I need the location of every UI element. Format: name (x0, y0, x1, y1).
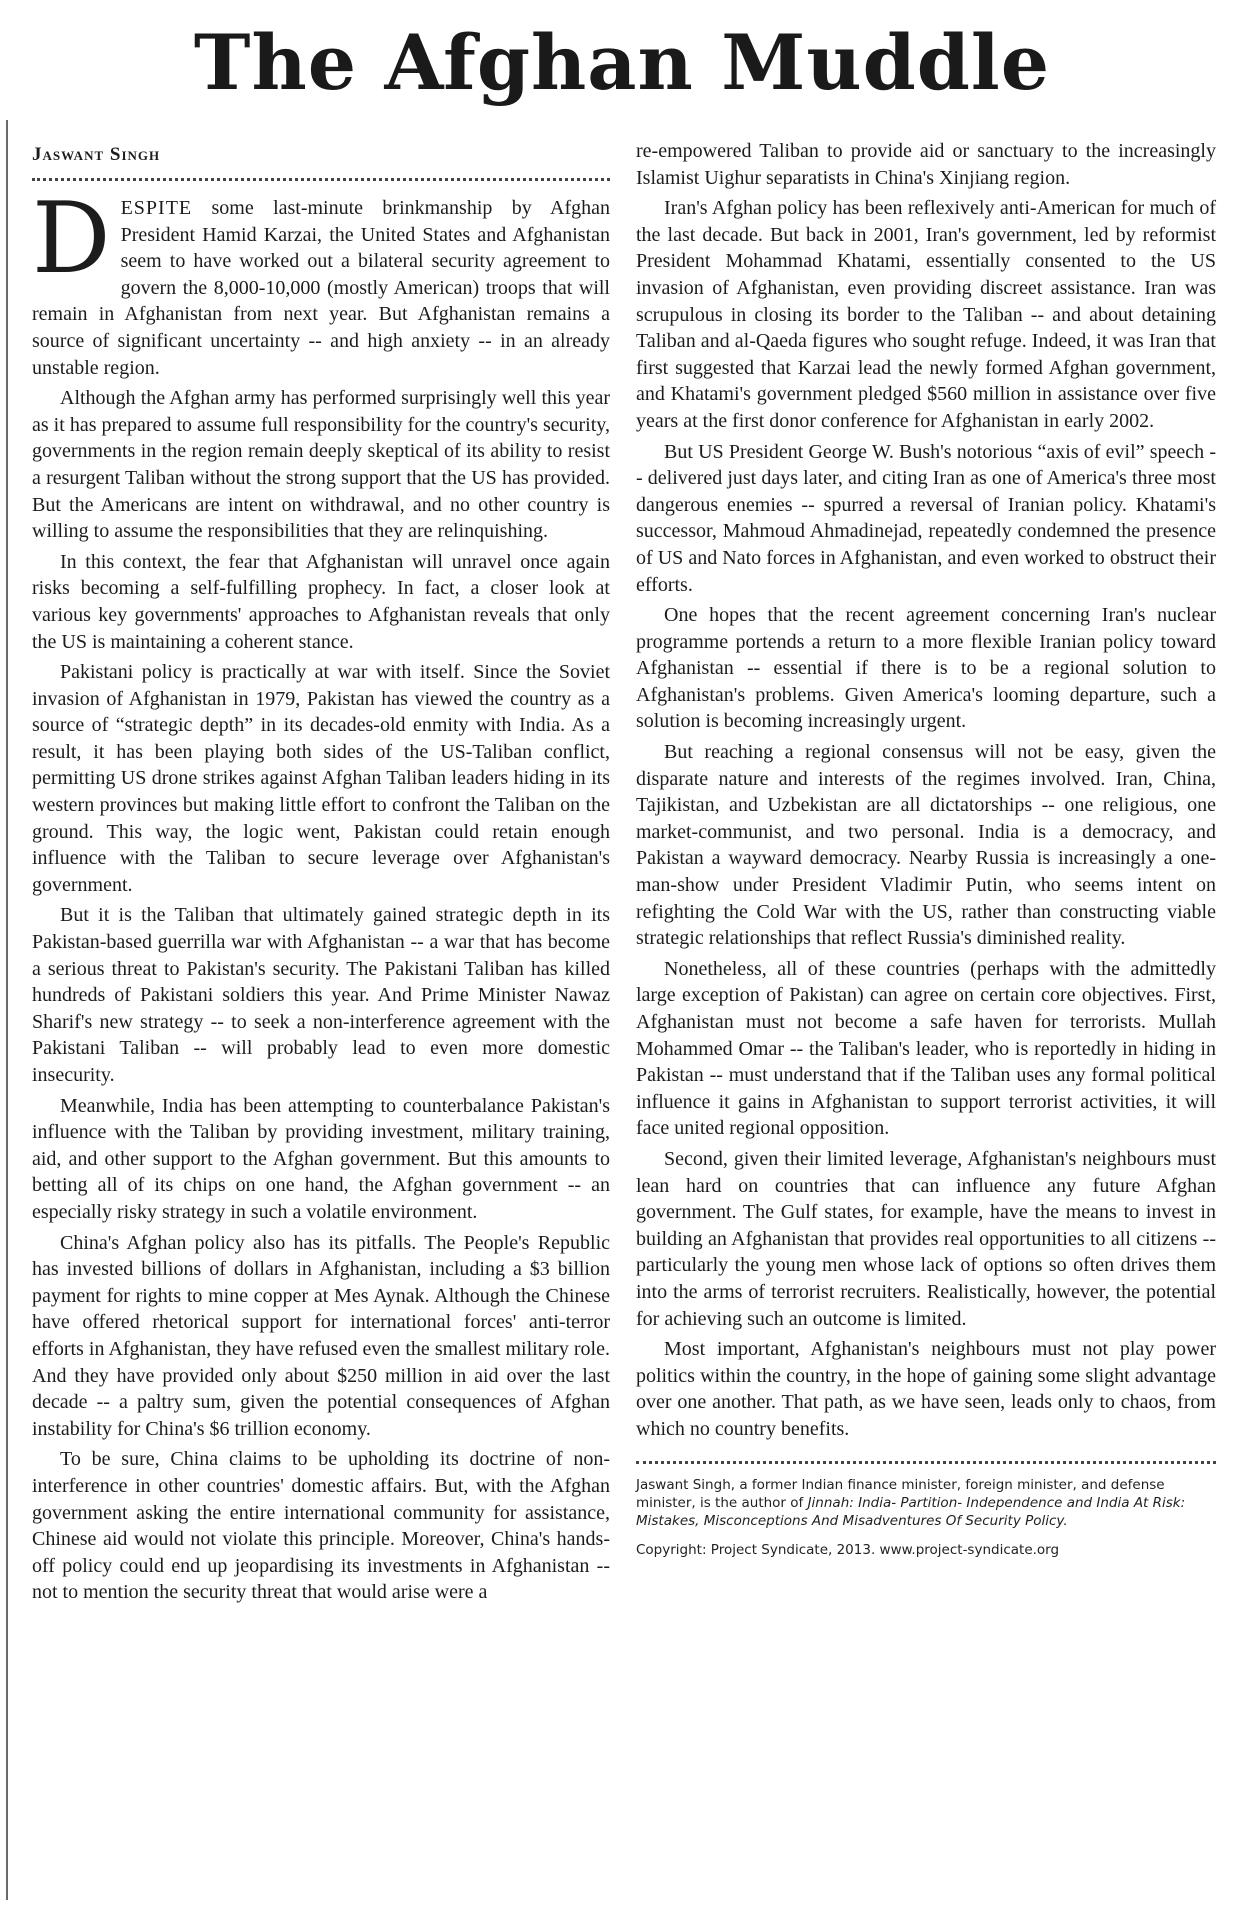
paragraph: re-empowered Taliban to provide aid or sanctuary to the increasingly Islamist Uighur separatists in China's Xinjiang region. (636, 140, 1216, 189)
drop-cap: D (32, 182, 111, 296)
paragraph: Nonetheless, all of these countries (perhaps with the admittedly large exception of Pakistan) can agree on certain core objectives. First, Afghanistan must not become a safe haven for terrorists. Mullah Mohammed Omar -- the Taliban's leader, who is reportedly in hiding in Pakistan -- must understand that if the Taliban uses any formal political influence it gains in Afghanistan to support terrorist activities, it will face united regional opposition. (636, 957, 1216, 1140)
article-column-left (32, 138, 610, 1610)
paragraph: But reaching a regional consensus will not be easy, given the disparate nature and interests of the regimes involved. Iran, China, Tajikistan, and Uzbekistan are all dictatorships -- one religious, one market-communist, and two personal. India is a democracy, and Pakistan a wayward democracy. Nearby Russia is increasingly a one-man-show under President Vladimir Putin, who seems intent on refighting the Cold War with the US, rather than constructing viable strategic relationships that reflect Russia's diminished reality. (636, 741, 1216, 950)
footer-divider (636, 1461, 1216, 1464)
paragraph: China's Afghan policy also has its pitfalls. The People's Republic has invested billions of dollars in Afghanistan, including a $3 billion payment for rights to mine copper at Mes Aynak. Although the Chinese have offered rhetorical support for international forces' anti-terror efforts in Afghanistan, they have refused even the smallest military role. And they have provided only about $250 million in aid over the last decade -- a paltry sum, given the potential consequences of Afghan instability for China's $6 trillion economy. (32, 1231, 610, 1440)
byline: Jaswant Singh (32, 144, 161, 165)
paragraph: Iran's Afghan policy has been reflexively anti-American for much of the last decade. But back in 2001, Iran's government, led by reformist President Mohammad Khatami, essentially consented to the US invasion of Afghanistan, even providing discreet assistance. Iran was scrupulous in closing its border to the Taliban -- and about detaining Taliban and al-Qaeda figures who sought refuge. Indeed, it was Iran that first suggested that Karzai lead the newly formed Afghan government, and Khatami's government pledged $560 million in assistance over five years at the first donor conference for Afghanistan in early 2002. (636, 197, 1216, 432)
author-bio (636, 1476, 1216, 1530)
lead-paragraph (32, 182, 610, 381)
paragraph: Meanwhile, India has been attempting to counterbalance Pakistan's influence with the Taliban by providing investment, military training, aid, and other support to the Afghan government. But this amounts to betting all of its chips on one hand, the Afghan government -- an especially risky strategy in such a volatile environment. (32, 1094, 610, 1223)
article-column-right (636, 138, 1216, 1558)
column-rule-left (6, 120, 8, 1900)
paragraph: Second, given their limited leverage, Afghanistan's neighbours must lean hard on countries that can influence any future Afghan government. The Gulf states, for example, have the means to invest in building an Afghanistan that provides real opportunities to all citizens -- particularly the young men whose lack of options so often drives them into the arms of terrorist recruiters. Realistically, however, the potential for achieving such an outcome is limited. (636, 1147, 1216, 1330)
paragraph: But it is the Taliban that ultimately gained strategic depth in its Pakistan-based guerrilla war with Afghanistan -- a war that has become a serious threat to Pakistan's security. The Pakistani Taliban has killed hundreds of Pakistani soldiers this year. And Prime Minister Nawaz Sharif's new strategy -- to seek a non-interference agreement with the Pakistani Taliban -- will probably lead to even more domestic insecurity. (32, 904, 610, 1086)
paragraph: Most important, Afghanistan's neighbours must not play power politics within the country, in the hope of gaining some slight advantage over one another. That path, as we have seen, leads only to chaos, from which no country benefits. (636, 1338, 1216, 1440)
article-title: The Afghan Muddle (193, 18, 1051, 107)
paragraph: Pakistani policy is practically at war with itself. Since the Soviet invasion of Afghanistan in 1979, Pakistan has viewed the country as a source of “strategic depth” in its decades-old enmity with India. As a result, it has been playing both sides of the US-Taliban conflict, permitting US drone strikes against Afghan Taliban leaders hiding in its western provinces but making little effort to confront the Taliban on the ground. This way, the logic went, Pakistan could retain enough influence with the Taliban to secure leverage over Afghanistan's government. (32, 661, 610, 896)
lead-text: some last-minute brinkmanship by Afghan President Hamid Karzai, the United States and Afghanistan seem to have worked out a bilateral security agreement to govern the 8,000-10,000 (mostly American) troops that will remain in Afghanistan from next year. But Afghanistan remains a source of significant uncertainty -- and high anxiety -- in an already unstable region. (32, 197, 610, 379)
copyright-line: Copyright: Project Syndicate, 2013. www.project-syndicate.org (636, 1541, 1060, 1558)
paragraph: But US President George W. Bush's notorious “axis of evil” speech -- delivered just days later, and citing Iran as one of America's three most dangerous enemies -- spurred a reversal of Iranian policy. Khatami's successor, Mahmoud Ahmadinejad, repeatedly condemned the presence of US and Nato forces in Afghanistan, and even worked to obstruct their efforts. (636, 440, 1216, 596)
paragraph: Although the Afghan army has performed surprisingly well this year as it has prepared to assume full responsibility for the country's security, governments in the region remain deeply skeptical of its ability to resist a resurgent Taliban without the strong support that the US has provided. But the Americans are intent on withdrawal, and no other country is willing to assume the responsibilities that they are relinquishing. (32, 387, 610, 543)
paragraph: In this context, the fear that Afghanistan will unravel once again risks becoming a self-fulfilling prophecy. In fact, a closer look at various key governments' approaches to Afghanistan reveals that only the US is maintaining a coherent stance. (32, 550, 610, 653)
byline-divider (32, 178, 610, 181)
author-bio-text: Jaswant Singh, a former Indian finance minister, foreign minister, and defense minister, is the author of (636, 1476, 1165, 1511)
lead-caps: ESPITE (120, 197, 193, 219)
author-book-title: Jinnah: India- Partition- Independence and India At Risk: Mistakes, Misconceptions And Misadventures Of Security Policy. (636, 1494, 1186, 1529)
paragraph: One hopes that the recent agreement concerning Iran's nuclear programme portends a return to a more flexible Iranian policy toward Afghanistan -- essential if there is to be a regional solution to Afghanistan's problems. Given America's looming departure, such a solution is becoming increasingly urgent. (636, 604, 1216, 733)
paragraph: To be sure, China claims to be upholding its doctrine of non-interference in other countries' domestic affairs. But, with the Afghan government asking the entire international community for assistance, Chinese aid would not violate this principle. Moreover, China's hands-off policy could end up jeopardising its investments in Afghanistan -- not to mention the security threat that would arise were a (32, 1448, 610, 1604)
